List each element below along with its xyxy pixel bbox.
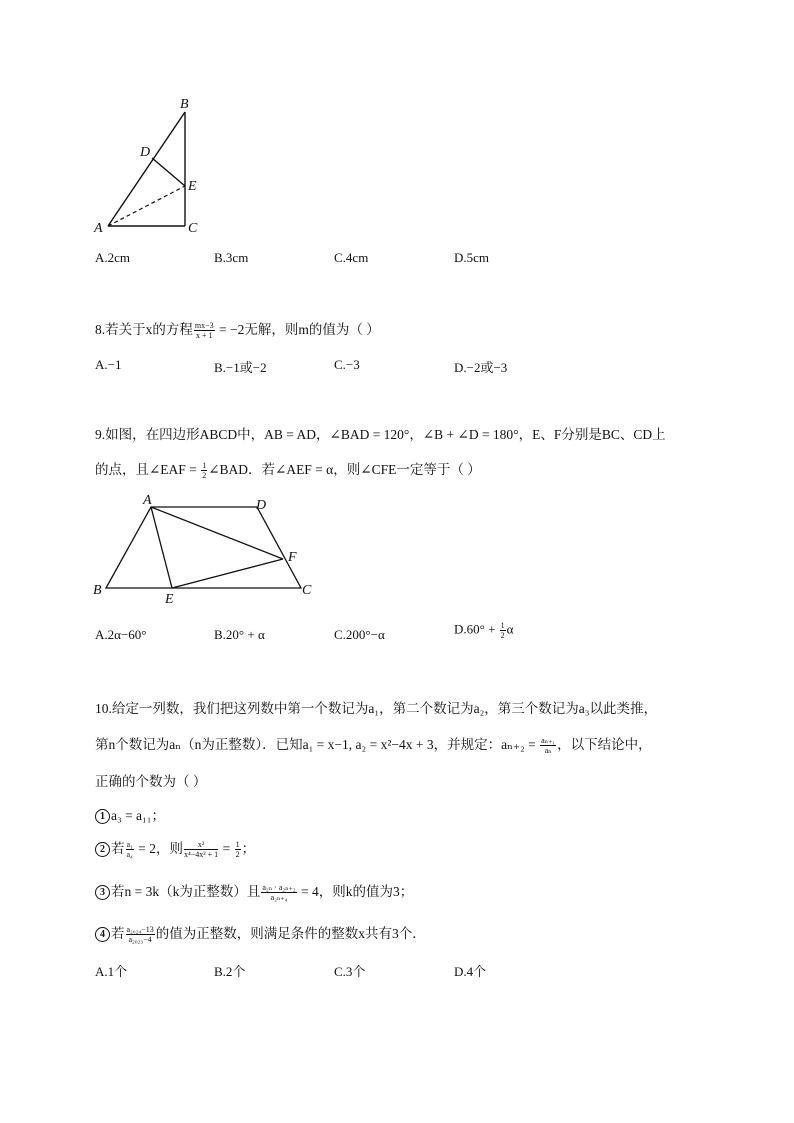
q10-s2-b: = 2，则 xyxy=(134,841,183,856)
q10-s2-d: ； xyxy=(241,841,256,856)
quad-abcd xyxy=(106,507,301,588)
q10-option-c: C.3个 xyxy=(334,964,366,979)
q8-option-a: A.−1 xyxy=(95,357,122,372)
label-f: F xyxy=(288,550,297,565)
q9-option-d-text: D.60° + xyxy=(454,621,499,637)
q9-option-c: C.200°−α xyxy=(334,627,385,642)
segment-af xyxy=(151,507,283,559)
q10-statement-3 xyxy=(95,880,413,902)
q7-option-d: D.5cm xyxy=(454,250,490,265)
q10-s2-c: = xyxy=(219,841,234,856)
q7-option-b: B.3cm xyxy=(214,250,249,265)
q10-s4-den: a₂₀₂₃−4 xyxy=(128,935,152,945)
q9-optd-num: 1 xyxy=(500,621,505,630)
label-c: C xyxy=(188,221,198,236)
label-a: A xyxy=(143,493,152,508)
q9-half-den: 2 xyxy=(202,471,207,481)
q10-s3-b: = 4，则k的值为3； xyxy=(297,884,414,899)
q9-option-b: B.20° + α xyxy=(214,627,265,642)
q9-line1: 9.如图，在四边形ABCD中，AB = AD，∠BAD = 120°，∠B + ∠D = 180°，E、F分别是BC、CD上 xyxy=(95,427,666,442)
q9-line2-a: 的点，且∠EAF = xyxy=(95,462,201,477)
q7-option-c: C.4cm xyxy=(334,250,369,265)
q10-rec-num: aₙ₊₁ xyxy=(541,736,556,746)
q10-line2-b: ，以下结论中， xyxy=(557,737,652,752)
q10-s4-num: a₂₀₂₄−13 xyxy=(126,925,154,935)
q9-option-d-fraction xyxy=(500,621,506,640)
q10-s1-text: a₃ = a₁₁； xyxy=(111,808,165,823)
q10-s2-f2-num: x² xyxy=(184,840,218,850)
q9-optd-den: 2 xyxy=(500,631,505,640)
q10-recurrence-fraction xyxy=(540,736,556,755)
q9-option-d-tail: α xyxy=(506,621,514,637)
q10-statement-1 xyxy=(95,804,165,824)
q10-s2-f1-den: a₄ xyxy=(126,850,133,860)
q10-s2-f3-den: 2 xyxy=(235,850,240,860)
q8-option-c: C.−3 xyxy=(334,357,360,372)
q8-prefix: 8.若关于x的方程 xyxy=(95,322,193,337)
label-b: B xyxy=(180,97,189,112)
q8-option-d: D.−2或−3 xyxy=(454,360,508,375)
circled-number-3-icon: 3 xyxy=(95,885,110,900)
q10-s2-f1-num: a₁ xyxy=(126,840,133,850)
q8-option-b: B.−1或−2 xyxy=(214,360,267,375)
segment-ae xyxy=(151,507,172,588)
label-e: E xyxy=(188,179,197,194)
q10-s2-frac3 xyxy=(235,840,241,859)
q10-line3: 正确的个数为（ ） xyxy=(95,774,207,789)
q10-s3-den: a₂ₙ₊₄ xyxy=(270,893,288,903)
q7-option-a: A.2cm xyxy=(95,250,131,265)
q8-frac-num: mx−3 xyxy=(194,321,214,331)
q10-s4-frac xyxy=(126,925,155,944)
q9-option-a: A.2α−60° xyxy=(95,627,147,642)
q10-s4-b: 的值为正整数，则满足条件的整数x共有3个． xyxy=(155,926,426,941)
label-b: B xyxy=(93,583,102,598)
segment-ef xyxy=(172,559,283,588)
q10-s3-num: a₂ₙ · a₂ₙ₊₂ xyxy=(262,883,296,893)
q8-suffix: = −2无解，则m的值为（ ） xyxy=(215,322,380,337)
q10-statement-4 xyxy=(95,922,426,944)
label-a: A xyxy=(94,221,103,236)
q10-option-b: B.2个 xyxy=(214,964,246,979)
q9-option-d xyxy=(454,621,513,640)
circled-number-1-icon: 1 xyxy=(95,809,110,824)
q10-line1: 10.给定一列数，我们把这列数中第一个数记为a₁，第二个数记为a₂，第三个数记为a₃以此类推， xyxy=(95,701,657,716)
q10-line2-a: 第n个数记为aₙ（n为正整数）．已知a₁ = x−1, a₂ = x²−4x + 3，并规定：aₙ₊₂ = xyxy=(95,737,540,752)
circled-number-2-icon: 2 xyxy=(95,842,110,857)
q10-line2 xyxy=(95,733,652,755)
label-c: C xyxy=(302,583,312,598)
q9-half-num: 1 xyxy=(202,461,207,471)
q10-option-a: A.1个 xyxy=(95,964,128,979)
q10-s3-frac xyxy=(261,883,296,902)
q10-s2-frac1 xyxy=(126,840,134,859)
label-d: D xyxy=(256,498,267,513)
q10-s2-f2-den: x⁴−4x² + 1 xyxy=(183,850,219,860)
q10-s2-a: 若 xyxy=(111,841,125,856)
q10-option-d: D.4个 xyxy=(454,964,487,979)
q10-s4-a: 若 xyxy=(111,926,125,941)
label-e: E xyxy=(165,592,174,607)
q8-frac-den: x + 1 xyxy=(195,331,213,341)
q9-line2-b: ∠BAD．若∠AEF = α，则∠CFE一定等于（ ） xyxy=(208,462,481,477)
circled-number-4-icon: 4 xyxy=(95,927,110,942)
q10-statement-2 xyxy=(95,837,255,859)
q10-s3-a: 若n = 3k（k为正整数）且 xyxy=(111,884,261,899)
q10-s2-frac2 xyxy=(184,840,218,859)
q10-s2-f3-num: 1 xyxy=(235,840,240,850)
q10-rec-den: aₙ xyxy=(544,746,552,756)
label-d: D xyxy=(140,145,151,160)
